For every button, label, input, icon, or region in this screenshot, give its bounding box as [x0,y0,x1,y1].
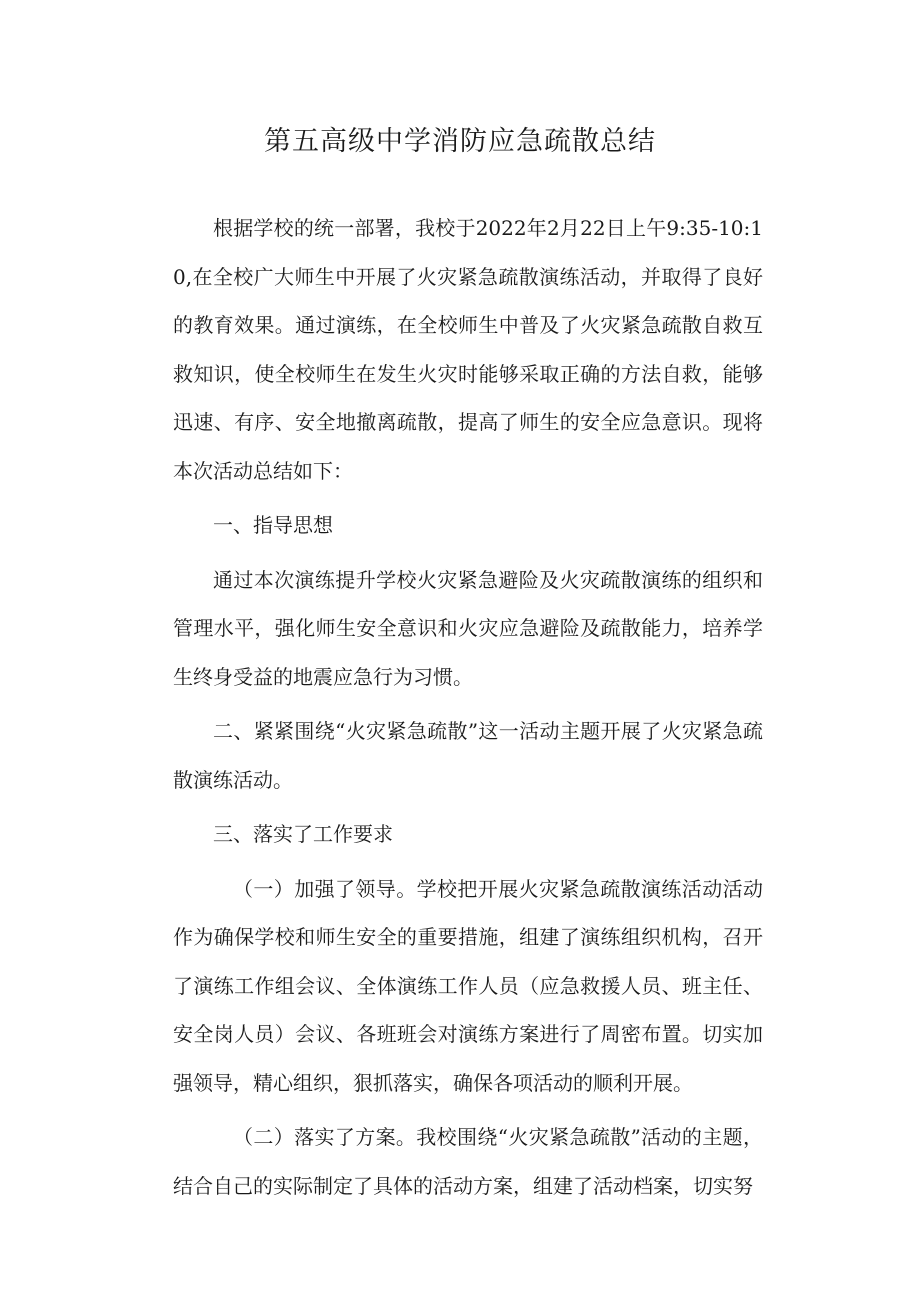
section-heading-theme: 二、紧紧围绕“火灾紧急疏散”这一活动主题开展了火灾紧急疏散演练活动。 [173,719,763,792]
section-heading-work-requirements: 三、落实了工作要求 [213,822,393,846]
paragraph-guiding-ideology: 通过本次演练提升学校火灾紧急避险及火灾疏散演练的组织和管理水平，强化师生安全意识和火灾应急避险及疏散能力，培养学生终身受益的地震应急行为习惯。 [173,567,763,689]
document-title: 第五高级中学消防应急疏散总结 [264,126,656,157]
paragraph-intro: 根据学校的统一部署，我校于2022年2月22日上午9:35-10:10,在全校广大师生中开展了火灾紧急疏散演练活动，并取得了良好的教育效果。通过演练，在全校师生中普及了火灾紧急疏散自救互救知识，使全校师生在发生火灾时能够采取正确的方法自救，能够迅速、有序、安全地撤离疏散，提高了师生的安全应急意识。现将本次活动总结如下： [173,216,763,483]
paragraph-plan: （二）落实了方案。我校围绕“火灾紧急疏散”活动的主题，结合自己的实际制定了具体的活动方案，组建了活动档案，切实努 [173,1125,763,1198]
paragraph-leadership: （一）加强了领导。学校把开展火灾紧急疏散演练活动活动作为确保学校和师生安全的重要措施，组建了演练组织机构，召开了演练工作组会议、全体演练工作人员（应急救援人员、班主任、安全岗人员）会议、各班班会对演练方案进行了周密布置。切实加强领导，精心组织，狠抓落实，确保各项活动的顺利开展。 [173,876,763,1095]
document-body [173,204,763,1216]
section-heading-guiding-ideology: 一、指导思想 [213,513,333,537]
